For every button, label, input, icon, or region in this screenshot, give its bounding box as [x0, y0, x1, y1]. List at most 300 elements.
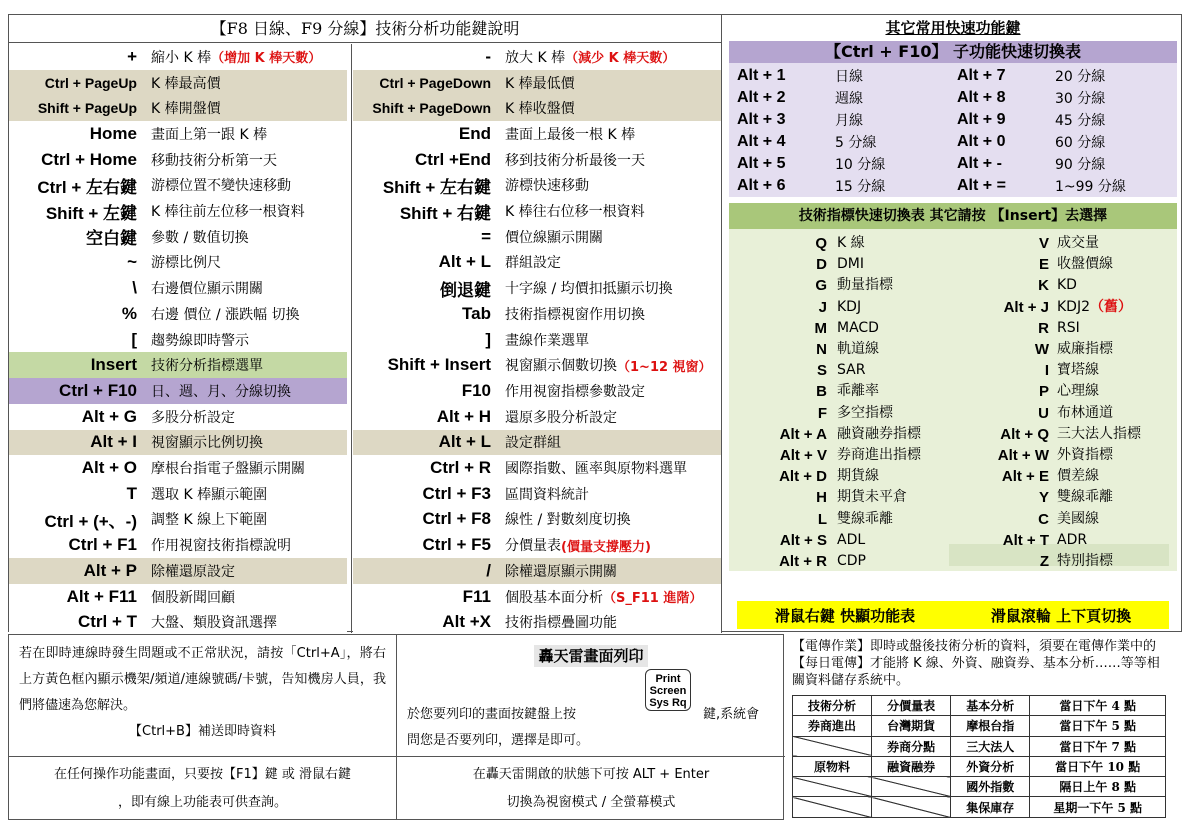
indicator-key: U [1038, 404, 1049, 422]
timeframe-item [957, 65, 1105, 87]
indicator-name: ADL [837, 531, 866, 548]
shortcut-key: [ [9, 327, 147, 353]
shortcut-desc [147, 532, 347, 558]
shortcut-key: Ctrl + R [353, 455, 501, 481]
print-help-text: 於您要列印的畫面按鍵盤上按 [407, 707, 577, 722]
schedule-cell: 融資融券 [872, 756, 951, 776]
schedule-row [793, 736, 1166, 756]
timeframe-label: 日線 [835, 69, 863, 85]
shortcut-row [9, 250, 721, 276]
shortcut-row [9, 224, 721, 250]
desc-text: 選取 K 棒顯示範圍 [151, 486, 268, 503]
desc-text: 摩根台指電子盤顯示開關 [151, 461, 305, 478]
shortcut-row [9, 352, 721, 378]
indicator-key: K [1038, 277, 1049, 295]
shortcut-desc [147, 327, 347, 353]
shortcut-key: Alt +X [353, 609, 501, 635]
print-help [397, 635, 785, 757]
shortcut-key: Alt + O [9, 455, 147, 481]
desc-text: 右邊價位顯示開關 [151, 281, 263, 298]
shortcut-key: F11 [353, 584, 501, 610]
timeframe-label: 5 分線 [835, 135, 877, 151]
timeframe-table-title: 【Ctrl + F10】 子功能快速切換表 [729, 41, 1177, 63]
divider [721, 15, 722, 633]
shortcut-key: Ctrl + PageUp [9, 70, 147, 96]
shortcut-desc [501, 481, 721, 507]
timeframe-key: Alt + 7 [957, 67, 1006, 84]
desc-text: 國際指數、匯率與原物料選單 [505, 461, 687, 478]
indicator-key: N [816, 341, 827, 358]
desc-text: 技術指標疊圖功能 [505, 615, 617, 632]
desc-text: 畫面上第一跟 K 棒 [151, 126, 268, 143]
desc-text: 視窗顯示個數切換 [505, 358, 617, 375]
timeframe-item [737, 109, 863, 131]
timeframe-label: 30 分線 [1055, 91, 1106, 107]
timeframe-item [957, 109, 1105, 131]
desc-text: 游標比例尺 [151, 255, 221, 272]
schedule-cell: 券商進出 [793, 716, 872, 736]
timeframe-label: 15 分線 [835, 179, 886, 195]
indicator-key: Alt + S [779, 531, 827, 549]
indicator-name: 布林通道 [1057, 404, 1113, 421]
schedule-cell: 基本分析 [951, 696, 1030, 716]
indicator-name: 動量指標 [837, 277, 893, 294]
indicator-label [837, 530, 865, 551]
print-help-text: 問您是否要列印，選擇是即可。 [407, 733, 590, 748]
key-label: Screen [649, 685, 687, 697]
schedule-cell [793, 797, 872, 817]
shortcut-row [9, 507, 721, 533]
indicator-key: Alt + E [1001, 468, 1049, 486]
desc-text: 還原多股分析設定 [505, 409, 617, 426]
telecast-schedule-table [792, 695, 1166, 818]
timeframe-label: 週線 [835, 91, 863, 107]
indicator-key: Alt + A [779, 425, 827, 443]
schedule-cell: 星期一下午 5 點 [1030, 797, 1166, 817]
shortcut-desc [147, 481, 347, 507]
shortcut-desc [147, 44, 347, 70]
shortcut-desc [501, 275, 721, 301]
shortcut-key: Ctrl + 左右鍵 [9, 173, 147, 199]
indicator-name: 成交量 [1057, 235, 1099, 251]
shortcut-desc [147, 275, 347, 301]
shortcut-desc [147, 455, 347, 481]
schedule-cell: 台灣期貨 [872, 716, 951, 736]
connection-help [9, 635, 397, 757]
indicator-label [1057, 233, 1099, 254]
shortcut-desc [501, 430, 721, 456]
shortcut-key: Ctrl + F5 [353, 532, 501, 558]
indicator-key: P [1038, 383, 1049, 401]
shortcut-key: Ctrl +End [353, 147, 501, 173]
shortcut-desc [501, 301, 721, 327]
shortcut-key: Ctrl + (+、-) [9, 507, 147, 533]
shortcut-desc [147, 507, 347, 533]
resend-hint: 【Ctrl+B】補送即時資料 [129, 724, 276, 739]
shortcut-key: Shift + 左鍵 [9, 198, 147, 224]
desc-text: K 棒開盤價 [151, 101, 221, 118]
indicator-label [837, 445, 921, 466]
schedule-cell: 三大法人 [951, 736, 1030, 756]
timeframe-table [729, 63, 1177, 197]
shortcut-key: Alt + H [353, 404, 501, 430]
indicator-name: RSI [1057, 319, 1080, 336]
timeframe-label: 20 分線 [1055, 69, 1106, 85]
schedule-cell: 原物料 [793, 756, 872, 776]
shortcut-desc [501, 147, 721, 173]
desc-text: 個股基本面分析 [505, 589, 603, 606]
schedule-cell [793, 777, 872, 797]
indicator-key: L [817, 510, 827, 528]
shortcut-desc [501, 198, 721, 224]
desc-text: 設定群組 [505, 435, 561, 452]
indicator-name: 價差線 [1057, 468, 1099, 485]
timeframe-key: Alt + 1 [737, 67, 786, 84]
indicator-label [837, 360, 865, 381]
indicator-name: SAR [837, 362, 866, 379]
help-notes [8, 634, 784, 820]
indicator-name: CDP [837, 553, 866, 569]
shortcut-key: Ctrl + T [9, 609, 147, 635]
indicator-label [1057, 381, 1099, 402]
schedule-cell: 摩根台指 [951, 716, 1030, 736]
desc-text: 大盤、類股資訊選擇 [151, 615, 277, 632]
key-label: Sys Rq [649, 697, 687, 709]
indicator-label [837, 424, 921, 445]
desc-note: （減少 K 棒天數） [565, 51, 676, 67]
shortcut-key: Ctrl + F1 [9, 532, 147, 558]
shortcut-sheet [8, 14, 1182, 632]
indicator-key: J [818, 298, 827, 316]
shortcut-desc [501, 609, 721, 635]
indicator-label [1057, 509, 1099, 530]
timeframe-item [737, 131, 876, 153]
shortcut-desc [501, 455, 721, 481]
indicator-label [1057, 466, 1099, 487]
shortcut-row [9, 44, 721, 70]
shortcut-desc [501, 95, 721, 121]
page-title: 【F8 日線、F9 分線】技術分析功能鍵說明 [9, 15, 721, 43]
shortcut-desc [147, 224, 347, 250]
indicator-note: （舊） [1090, 298, 1132, 315]
timeframe-key: Alt + 0 [957, 133, 1006, 150]
shortcut-desc [147, 378, 347, 404]
shortcut-desc [501, 121, 721, 147]
f1-help-text: 在任何操作功能畫面，只要按【F1】鍵 或 滑鼠右鍵 [53, 767, 351, 782]
schedule-row [793, 696, 1166, 716]
timeframe-label: 月線 [835, 113, 863, 129]
indicator-name: 融資融券指標 [837, 425, 921, 442]
indicator-label [1057, 339, 1113, 360]
shortcut-desc [501, 250, 721, 276]
shortcut-key: T [9, 481, 147, 507]
shortcut-desc [147, 250, 347, 276]
shortcut-row [9, 430, 721, 456]
timeframe-label: 45 分線 [1055, 113, 1106, 129]
indicator-name: 外資指標 [1057, 447, 1113, 463]
f1-help-text: ，即有線上功能表可供查詢。 [117, 795, 287, 810]
other-shortcuts-title: 其它常用快速功能鍵 [885, 19, 1021, 37]
timeframe-key: Alt + - [957, 155, 1002, 172]
desc-text: 移動技術分析第一天 [151, 152, 277, 169]
telecast-note: 【電傳作業】即時或盤後技術分析的資料，須要在電傳作業中的【每日電傳】才能將 K 線、外資、融資券、基本分析……等等相關資料儲存系統中。 [792, 639, 1160, 688]
schedule-cell: 券商分點 [872, 736, 951, 756]
schedule-cell: 分價量表 [872, 696, 951, 716]
desc-text: 日、週、月、分線切換 [151, 383, 291, 400]
indicator-name: 期貨線 [837, 468, 879, 485]
timeframe-item [737, 153, 885, 175]
indicator-key: I [1044, 362, 1049, 380]
timeframe-key: Alt + 9 [957, 111, 1006, 128]
indicator-name: 期貨未平倉 [837, 489, 907, 506]
shortcut-key: Shift + 右鍵 [353, 198, 501, 224]
desc-text: 畫線作業選單 [505, 332, 589, 349]
timeframe-key: Alt + 5 [737, 155, 786, 172]
timeframe-item [737, 175, 885, 197]
print-help-title: 轟天雷畫面列印 [534, 645, 647, 667]
indicator-table-title: 技術指標快速切換表 其它請按 【Insert】去選擇 [729, 203, 1177, 229]
indicator-key: V [1038, 235, 1049, 252]
shortcut-row [9, 327, 721, 353]
indicator-key: E [1038, 256, 1049, 274]
shortcut-row [9, 95, 721, 121]
indicator-label [1057, 297, 1132, 318]
indicator-name: K 線 [837, 235, 865, 251]
indicator-key: W [1034, 341, 1049, 358]
indicator-name: 美國線 [1057, 510, 1099, 527]
indicator-label [1057, 530, 1087, 551]
mouse-tips [737, 601, 1169, 629]
schedule-cell [872, 797, 951, 817]
shortcut-key: Shift + Insert [353, 352, 501, 378]
schedule-cell: 當日下午 5 點 [1030, 716, 1166, 736]
desc-text: 區間資料統計 [505, 486, 589, 503]
schedule-row [793, 756, 1166, 776]
indicator-label [837, 403, 893, 424]
indicator-key: F [817, 404, 827, 422]
shortcut-desc [147, 173, 347, 199]
schedule-cell: 集保庫存 [951, 797, 1030, 817]
indicator-key: D [816, 256, 827, 274]
desc-text: 線性 / 對數刻度切換 [505, 512, 631, 529]
shortcut-key: Tab [353, 301, 501, 327]
indicator-key: Alt + D [779, 468, 827, 486]
indicator-label [837, 381, 879, 402]
timeframe-item [957, 131, 1105, 153]
shortcut-desc [501, 70, 721, 96]
shortcut-key: Ctrl + F8 [353, 507, 501, 533]
shortcut-desc [147, 430, 347, 456]
indicator-label [837, 275, 893, 296]
shortcut-desc [501, 558, 721, 584]
indicator-label [837, 233, 865, 254]
timeframe-key: Alt + 3 [737, 111, 786, 128]
shortcut-row [9, 584, 721, 610]
indicator-label [837, 487, 907, 508]
shortcut-row [9, 481, 721, 507]
mouse-wheel-tip: 滑鼠滾輪 上下頁切換 [990, 606, 1132, 625]
shortcut-desc [147, 70, 347, 96]
desc-text: 技術分析指標選單 [151, 358, 263, 375]
indicator-key: Q [815, 235, 827, 252]
desc-text: 作用視窗指標參數設定 [505, 383, 645, 400]
indicator-name: KDJ2 [1057, 298, 1090, 315]
desc-text: 分價量表 [505, 538, 561, 555]
shortcut-desc [147, 609, 347, 635]
shortcut-desc [501, 224, 721, 250]
print-help-text: 鍵,系統會 [703, 707, 760, 722]
shortcut-key: Alt + L [353, 250, 501, 276]
key-label: Print [655, 673, 681, 685]
indicator-name: 心理線 [1057, 383, 1099, 400]
shortcut-row [9, 532, 721, 558]
shortcut-key: 倒退鍵 [353, 275, 501, 301]
desc-note: （增加 K 棒天數） [211, 51, 322, 67]
shortcut-key: \ [9, 275, 147, 301]
shortcut-key: F10 [353, 378, 501, 404]
desc-text: 價位線顯示開關 [505, 229, 603, 246]
shortcut-key: Ctrl + PageDown [353, 70, 501, 96]
schedule-cell: 國外指數 [951, 777, 1030, 797]
schedule-cell: 外資分析 [951, 756, 1030, 776]
indicator-label [837, 318, 879, 339]
timeframe-label: 1~99 分線 [1055, 179, 1126, 195]
shortcut-desc [147, 147, 347, 173]
shortcut-row [9, 198, 721, 224]
shortcut-desc [147, 352, 347, 378]
indicator-name: 雙線乖離 [1057, 489, 1113, 506]
schedule-cell: 當日下午 4 點 [1030, 696, 1166, 716]
desc-text: 放大 K 棒 [505, 49, 566, 66]
schedule-row [793, 797, 1166, 817]
window-mode-text: 在轟天雷開啟的狀態下可按 ALT + Enter [472, 767, 710, 782]
other-shortcuts-panel [729, 15, 1177, 633]
shortcut-key: Ctrl + F3 [353, 481, 501, 507]
shortcut-desc [501, 378, 721, 404]
schedule-cell [872, 777, 951, 797]
indicator-key: Alt + T [1002, 531, 1049, 549]
desc-text: 右邊 價位 / 漲跌幅 切換 [151, 306, 300, 323]
indicator-key: Z [1039, 553, 1049, 570]
shortcut-key: ~ [9, 250, 147, 276]
desc-note: （S_F11 進階） [603, 591, 703, 607]
shortcut-key: Shift + 左右鍵 [353, 173, 501, 199]
schedule-row [793, 777, 1166, 797]
shortcut-key: Insert [9, 352, 147, 378]
desc-text: 除權還原顯示開關 [505, 563, 617, 580]
indicator-label [837, 551, 866, 572]
shortcut-row [9, 455, 721, 481]
indicator-key: S [816, 362, 827, 380]
desc-text: 作用視窗技術指標說明 [151, 538, 291, 555]
desc-text: 游標位置不變快速移動 [151, 178, 291, 195]
timeframe-item [737, 65, 863, 87]
indicator-name: MACD [837, 319, 879, 336]
indicator-key: C [1038, 510, 1049, 528]
schedule-cell: 隔日上午 8 點 [1030, 777, 1166, 797]
indicator-label [1057, 360, 1099, 381]
shortcut-row [9, 121, 721, 147]
shortcut-desc [147, 558, 347, 584]
indicator-label [1057, 487, 1113, 508]
indicator-name: 威廉指標 [1057, 341, 1113, 357]
indicator-name: 三大法人指標 [1057, 425, 1141, 442]
shortcut-desc [147, 584, 347, 610]
shortcut-row [9, 173, 721, 199]
shortcut-key: 空白鍵 [9, 224, 147, 250]
desc-text: 群組設定 [505, 255, 561, 272]
shortcut-row [9, 301, 721, 327]
schedule-cell [793, 736, 872, 756]
desc-text: K 棒最高價 [151, 75, 221, 92]
shortcut-row [9, 378, 721, 404]
shortcut-desc [501, 327, 721, 353]
schedule-row [793, 716, 1166, 736]
indicator-name: 特別指標 [1057, 553, 1113, 569]
desc-text: 個股新聞回顧 [151, 589, 235, 606]
desc-text: 畫面上最後一根 K 棒 [505, 126, 636, 143]
shortcut-key: Alt + F11 [9, 584, 147, 610]
indicator-name: 雙線乖離 [837, 510, 893, 527]
indicator-key: Alt + W [997, 447, 1049, 464]
indicator-label [837, 466, 879, 487]
shortcut-desc [501, 532, 721, 558]
desc-text: 游標快速移動 [505, 178, 589, 195]
indicator-name: 收盤價線 [1057, 256, 1113, 273]
shortcut-desc [501, 352, 721, 378]
indicator-label [1057, 275, 1077, 296]
indicator-label [1057, 424, 1141, 445]
indicator-name: 寶塔線 [1057, 362, 1099, 379]
desc-text: K 棒收盤價 [505, 101, 575, 118]
shortcut-desc [501, 173, 721, 199]
desc-text: 十字線 / 均價扣抵顯示切換 [505, 281, 673, 298]
shortcut-desc [147, 301, 347, 327]
timeframe-key: Alt + 6 [737, 177, 786, 194]
indicator-label [1057, 403, 1113, 424]
print-screen-key-icon [645, 669, 691, 711]
indicator-name: ADR [1057, 531, 1088, 548]
timeframe-item [957, 153, 1105, 175]
shortcut-desc [501, 507, 721, 533]
shortcut-key: Shift + PageUp [9, 95, 147, 121]
timeframe-key: Alt + = [957, 177, 1006, 194]
desc-text: 技術指標視窗作用切換 [505, 306, 645, 323]
indicator-key: Alt + R [779, 553, 827, 570]
indicator-label [837, 297, 861, 318]
window-mode-text: 切換為視窗模式 / 全螢幕模式 [506, 795, 676, 810]
mouse-right-tip: 滑鼠右鍵 快顯功能表 [774, 606, 916, 625]
shortcut-desc [501, 404, 721, 430]
timeframe-item [957, 175, 1126, 197]
indicator-key: Alt + Q [1000, 425, 1049, 443]
indicator-label [1057, 254, 1113, 275]
shortcut-key: = [353, 224, 501, 250]
timeframe-item [957, 87, 1105, 109]
indicator-key: M [814, 319, 827, 337]
indicator-table [729, 229, 1177, 571]
timeframe-item [737, 87, 863, 109]
desc-text: K 棒最低價 [505, 75, 575, 92]
shortcut-key: + [9, 44, 147, 70]
indicator-name: 券商進出指標 [837, 447, 921, 463]
shortcut-row [9, 404, 721, 430]
desc-text: 趨勢線即時警示 [151, 332, 249, 349]
shortcut-desc [147, 121, 347, 147]
desc-note: （1~12 視窗） [617, 359, 712, 375]
timeframe-label: 60 分線 [1055, 135, 1106, 151]
timeframe-key: Alt + 4 [737, 133, 786, 150]
